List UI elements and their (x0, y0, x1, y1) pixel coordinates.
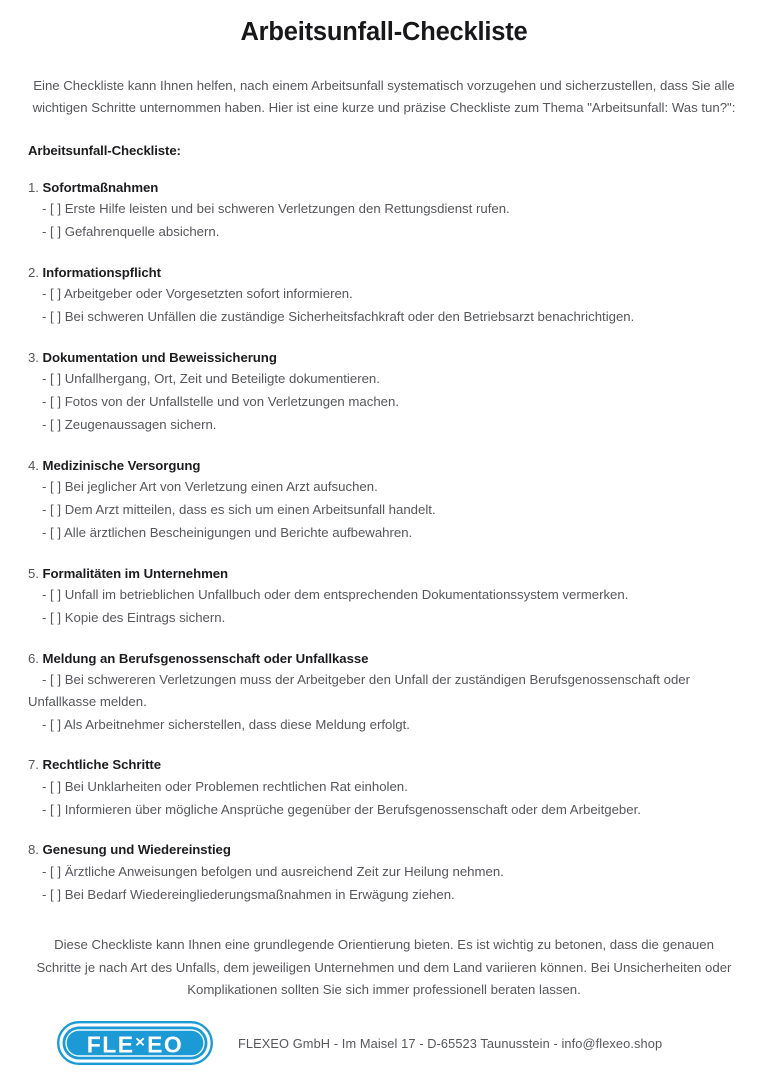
section-number: 8. (28, 842, 39, 858)
checklist-section (28, 243, 740, 328)
checklist-item[interactable]: - [ ] Bei Bedarf Wiedereingliederungsmaßnahmen in Erwägung ziehen. (42, 886, 455, 902)
checklist-item[interactable]: - [ ] Dem Arzt mitteilen, dass es sich um einen Arbeitsunfall handelt. (42, 502, 436, 518)
checklist-label: Arbeitsunfall-Checkliste: (28, 142, 181, 158)
checklist-item[interactable]: - [ ] Bei jeglicher Art von Verletzung einen Arzt aufsuchen. (42, 479, 378, 495)
section-heading (28, 755, 740, 774)
checklist-item[interactable]: - [ ] Informieren über mögliche Ansprüche gegenüber der Berufsgenossenschaft oder dem Arbeitgeber. (42, 801, 641, 817)
footer-contact: FLEXEO GmbH - Im Maisel 17 - D-65523 Taunusstein - info@flexeo.shop (238, 1035, 663, 1051)
section-title: Sofortmaßnahmen (42, 179, 159, 195)
section-heading (28, 840, 740, 859)
section-items (28, 774, 740, 820)
section-title: Rechtliche Schritte (42, 757, 162, 773)
checklist-section (28, 629, 740, 736)
checklist-item[interactable]: - [ ] Unfallhergang, Ort, Zeit und Beteiligte dokumentieren. (42, 371, 380, 387)
checklist-section (28, 436, 740, 544)
checklist-item[interactable]: - [ ] Bei schweren Unfällen die zuständige Sicherheitsfachkraft oder den Betriebsarzt benachrichtigen. (42, 309, 635, 325)
logo-text-fle: FLE (86, 1031, 135, 1058)
checklist-section (28, 735, 740, 820)
section-title: Meldung an Berufsgenossenschaft oder Unfallkasse (42, 650, 369, 666)
intro-paragraph: Eine Checkliste kann Ihnen helfen, nach einem Arbeitsunfall systematisch vorzugehen und sicherzustellen, dass Sie alle wichtigen Schritte unternommen haben. Hier ist eine kurze und präzise Checkliste zum Thema "Arbeitsunfall: Was tun?": (32, 77, 736, 116)
checklist-section (28, 820, 740, 905)
checklist-section (28, 328, 740, 436)
section-title: Genesung und Wiedereinstieg (42, 842, 231, 858)
section-number: 2. (28, 264, 39, 280)
section-items (28, 475, 740, 544)
section-number: 4. (28, 457, 39, 473)
page-title: Arbeitsunfall-Checkliste (240, 18, 528, 46)
checklist-item[interactable]: - [ ] Zeugenaussagen sichern. (42, 417, 217, 433)
logo-x-mark: ✕ (134, 1034, 148, 1050)
section-number: 1. (28, 179, 39, 195)
section-number: 6. (28, 650, 39, 666)
checklist-section (28, 158, 740, 243)
section-number: 3. (28, 349, 39, 365)
logo-text-eo: EO (147, 1031, 184, 1058)
checklist-item[interactable]: - [ ] Erste Hilfe leisten und bei schweren Verletzungen den Rettungsdienst rufen. (42, 201, 510, 217)
section-heading (28, 649, 740, 668)
checklist-item[interactable]: - [ ] Kopie des Eintrags sichern. (42, 610, 226, 626)
section-heading (28, 564, 740, 583)
section-number: 7. (28, 757, 39, 773)
section-items (28, 197, 740, 243)
checklist-item[interactable]: - [ ] Bei schwereren Verletzungen muss der Arbeitgeber den Unfall der zuständigen Berufsgenossenschaft oder Unfallkasse melden. (28, 672, 691, 709)
flexeo-logo (57, 1021, 213, 1065)
checklist (28, 158, 740, 906)
section-items (28, 282, 740, 328)
section-items (28, 583, 740, 629)
section-number: 5. (28, 565, 39, 581)
section-heading (28, 263, 740, 282)
section-heading (28, 348, 740, 367)
section-heading (28, 456, 740, 475)
checklist-item[interactable]: - [ ] Arbeitgeber oder Vorgesetzten sofort informieren. (42, 286, 353, 302)
section-heading (28, 178, 740, 197)
outro-paragraph: Diese Checkliste kann Ihnen eine grundlegende Orientierung bieten. Es ist wichtig zu betonen, dass die genauen Schritte je nach Art des Unfalls, dem jeweiligen Unternehmen und dem Land variieren können. Bei Unsicherheiten oder Komplikationen sollten Sie sich immer professionell beraten lassen. (36, 937, 732, 998)
checklist-section (28, 544, 740, 629)
section-title: Informationspflicht (42, 264, 161, 280)
section-title: Medizinische Versorgung (42, 457, 201, 473)
page-footer (0, 1012, 768, 1074)
section-title: Formalitäten im Unternehmen (42, 565, 229, 581)
section-items (28, 859, 740, 905)
checklist-item[interactable]: - [ ] Bei Unklarheiten oder Problemen rechtlichen Rat einholen. (42, 778, 408, 794)
checklist-item[interactable]: - [ ] Fotos von der Unfallstelle und von Verletzungen machen. (42, 394, 399, 410)
checklist-item[interactable]: - [ ] Als Arbeitnehmer sicherstellen, dass diese Meldung erfolgt. (42, 716, 410, 732)
checklist-item[interactable]: - [ ] Gefahrenquelle absichern. (42, 224, 220, 240)
checklist-item[interactable]: - [ ] Unfall im betrieblichen Unfallbuch oder dem entsprechenden Dokumentationssystem vermerken. (42, 587, 629, 603)
section-items (28, 668, 740, 736)
section-title: Dokumentation und Beweissicherung (42, 349, 277, 365)
section-items (28, 367, 740, 436)
checklist-item[interactable]: - [ ] Ärztliche Anweisungen befolgen und ausreichend Zeit zur Heilung nehmen. (42, 863, 504, 879)
checklist-item[interactable]: - [ ] Alle ärztlichen Bescheinigungen und Berichte aufbewahren. (42, 525, 413, 541)
